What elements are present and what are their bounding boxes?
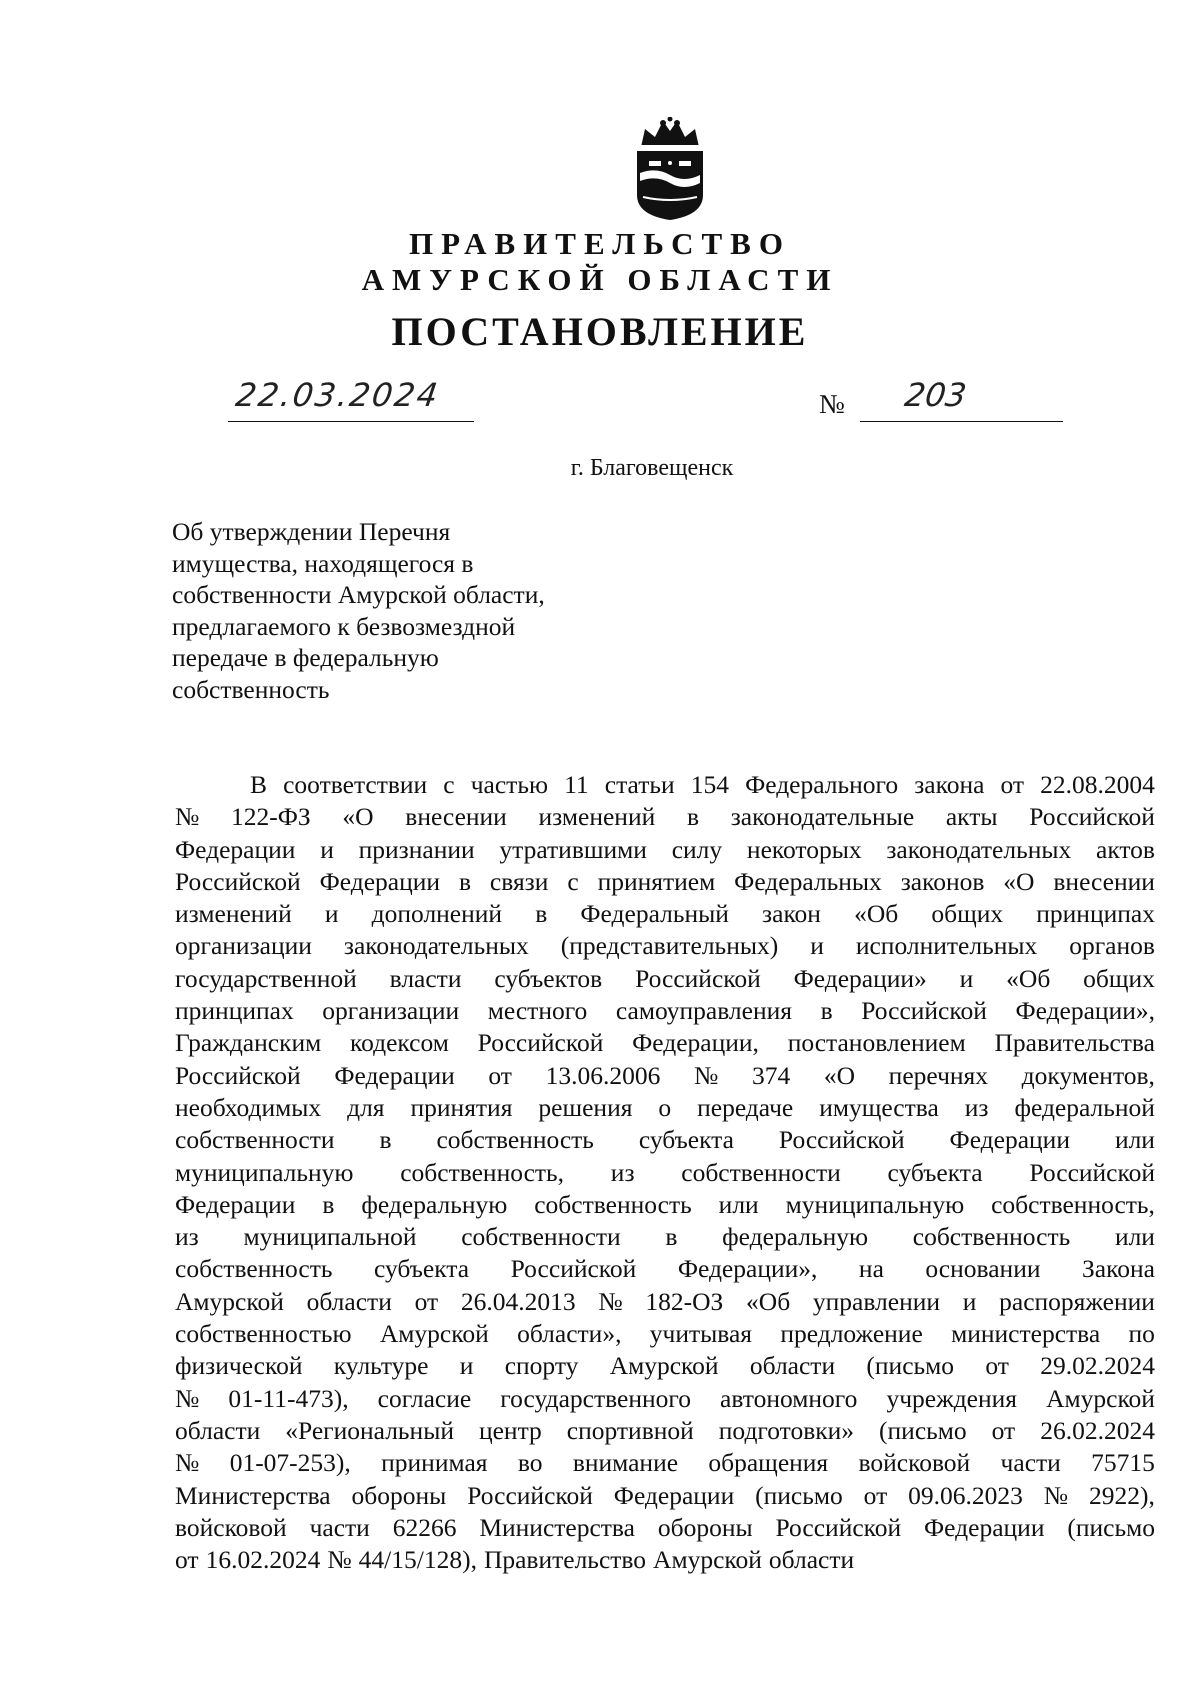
body-word: (представительных) — [560, 931, 779, 961]
body-line — [175, 995, 1155, 1027]
body-word: федеральную — [361, 1189, 508, 1219]
body-word: спортивной — [566, 1415, 694, 1445]
body-word: статьи — [604, 770, 675, 799]
body-word: в — [535, 899, 548, 929]
organization-name-line2: АМУРСКОЙ ОБЛАСТИ — [361, 262, 839, 297]
body-word: Амурской — [379, 1319, 489, 1349]
body-word: Амурской — [175, 1286, 284, 1316]
body-line — [175, 930, 1155, 962]
body-word: № — [693, 1060, 719, 1090]
body-word: подготовки» — [718, 1415, 855, 1445]
body-word: в — [665, 1222, 678, 1252]
body-word: внесении — [1053, 866, 1155, 896]
body-word: законодательные — [730, 802, 915, 832]
body-word: утратившими — [499, 834, 647, 864]
body-word: «Об — [746, 1286, 791, 1316]
body-line — [175, 1415, 1155, 1447]
body-word: области — [306, 1286, 392, 1316]
body-word: Российской — [775, 1512, 902, 1542]
body-line — [175, 1286, 1155, 1318]
body-word: в — [458, 866, 471, 896]
body-word: 01-11-473), — [228, 1383, 349, 1413]
body-line — [175, 1480, 1155, 1512]
body-word: актов — [1096, 834, 1155, 864]
body-word: постановлением — [787, 1028, 966, 1058]
body-word: Федеральных — [734, 866, 882, 896]
body-word: с — [567, 866, 579, 896]
body-word: 16.02.2024 — [205, 1545, 321, 1575]
body-word: от — [863, 1480, 888, 1510]
body-word: изменений — [538, 802, 656, 832]
body-word: из — [175, 1222, 199, 1252]
body-word: в — [379, 1125, 392, 1155]
number-sign: № — [819, 389, 845, 419]
body-word: Министерства — [479, 1512, 635, 1542]
body-word: субъектов — [494, 963, 603, 993]
body-word: 62266 — [392, 1512, 457, 1542]
body-word: Федерального — [745, 770, 899, 799]
body-word: документов, — [1021, 1060, 1155, 1090]
body-word: закон — [762, 899, 821, 929]
body-word: Закона — [1082, 1254, 1155, 1284]
body-word: федеральную — [722, 1222, 869, 1252]
body-word: закона — [914, 770, 985, 799]
body-word: 154 — [690, 770, 729, 799]
body-word: Федерации — [175, 1189, 296, 1219]
body-word: области — [768, 1545, 855, 1575]
body-word: 13.06.2006 — [545, 1060, 661, 1090]
body-word: и — [962, 1286, 977, 1316]
body-word: в — [686, 802, 699, 832]
body-word: государственной — [175, 963, 357, 993]
body-word: Российской — [477, 1028, 604, 1058]
body-word: органов — [1069, 931, 1155, 961]
body-word: № — [175, 1383, 200, 1413]
body-word: общих — [1083, 963, 1155, 993]
body-line — [175, 1447, 1155, 1479]
body-word: принципах — [175, 996, 294, 1026]
subject-line: имущества, находящегося в — [172, 548, 474, 578]
body-word: Российской — [635, 963, 761, 993]
body-word: «Об — [854, 899, 899, 929]
body-word: по — [1128, 1319, 1155, 1349]
body-word: части — [309, 1512, 370, 1542]
body-word: в — [820, 996, 833, 1026]
body-word: внимание — [572, 1448, 679, 1478]
body-word: на — [858, 1254, 884, 1284]
body-word: Федерации», — [677, 1254, 818, 1284]
body-word: Федерации», — [1015, 996, 1155, 1026]
body-word: № — [327, 1545, 352, 1575]
body-word: и — [459, 1351, 474, 1381]
subject-line: собственности Амурской области, — [172, 580, 545, 609]
body-word: собственность, — [991, 1189, 1155, 1219]
body-word: Федерации — [924, 1512, 1045, 1542]
subject-line: собственность — [172, 674, 330, 704]
body-word: от — [985, 1351, 1009, 1381]
body-word: Федерации, — [632, 1028, 759, 1058]
body-word: Российской — [1029, 802, 1155, 832]
body-word: учитывая — [649, 1319, 753, 1349]
body-word: войсковой — [175, 1512, 287, 1542]
body-word: признании — [358, 834, 475, 864]
body-word: и — [959, 963, 974, 993]
body-word: № — [598, 1286, 623, 1316]
body-word: Российской — [510, 1254, 637, 1284]
body-word: соответствии — [283, 770, 428, 799]
coat-of-arms-icon — [631, 117, 709, 221]
document-date: 22.03.2024 — [233, 376, 442, 414]
body-line — [175, 1060, 1155, 1092]
body-word: принципах — [1036, 899, 1155, 929]
body-word: Федерации — [613, 1480, 735, 1510]
body-word: Федерации — [949, 1125, 1070, 1155]
body-word: спорту — [504, 1351, 579, 1381]
body-word: Российской — [1029, 1157, 1155, 1187]
body-word: законодательных — [886, 834, 1072, 864]
body-word: Министерства — [175, 1480, 331, 1510]
body-word: частью — [470, 770, 549, 799]
body-word: с — [443, 770, 455, 799]
body-word: Российской — [175, 1060, 301, 1090]
body-word: муниципальную — [785, 1189, 965, 1219]
body-word: части — [1000, 1448, 1061, 1478]
body-word: собственность — [534, 1189, 692, 1219]
body-word: во — [517, 1448, 543, 1478]
body-word: законодательных — [343, 931, 529, 961]
body-word: согласие — [377, 1383, 472, 1413]
body-word: федеральной — [1014, 1092, 1155, 1122]
body-word: собственностью — [175, 1319, 352, 1349]
body-word: Амурской — [609, 1351, 719, 1381]
body-word: от — [414, 1286, 439, 1316]
body-word: передаче — [697, 1092, 794, 1122]
body-word: общих — [931, 899, 1004, 929]
body-word: № — [175, 1448, 200, 1478]
body-word: организации — [175, 931, 312, 961]
body-word: области — [749, 1351, 836, 1381]
body-word: центр — [478, 1415, 542, 1445]
body-word: Федерации — [175, 834, 296, 864]
body-word: Российской — [861, 996, 987, 1026]
body-word: изменений — [175, 899, 292, 929]
body-word: 11 — [564, 770, 589, 799]
body-word: или — [1114, 1125, 1155, 1155]
body-word: из — [964, 1092, 989, 1122]
body-word: 22.08.2004 — [1040, 770, 1155, 799]
body-line — [175, 1092, 1155, 1124]
body-word: предложение — [780, 1319, 923, 1349]
body-line — [175, 834, 1155, 866]
body-word: Российской — [778, 1125, 905, 1155]
body-word: собственности — [461, 1222, 621, 1252]
body-word: собственности — [681, 1157, 841, 1187]
body-word: управлении — [812, 1286, 941, 1316]
body-word: имущества — [819, 1092, 939, 1122]
body-word: В — [250, 770, 268, 799]
document-subject — [172, 516, 632, 705]
body-word: культуре — [333, 1351, 429, 1381]
body-word: решения — [538, 1092, 633, 1122]
body-word: (письмо — [866, 1351, 955, 1381]
body-word: Гражданским — [175, 1028, 322, 1058]
body-word: «Региональный — [285, 1415, 454, 1445]
body-word: о — [658, 1092, 672, 1122]
body-word: связи — [489, 866, 549, 896]
body-word: войсковой — [858, 1448, 971, 1478]
body-word: министерства — [951, 1319, 1101, 1349]
body-word: «Об — [1006, 963, 1051, 993]
body-word: субъекта — [887, 1157, 983, 1187]
body-word: Амурской — [1046, 1383, 1155, 1413]
body-line — [175, 866, 1155, 898]
body-word: Федерации» — [793, 963, 927, 993]
body-word: «О — [823, 1060, 856, 1090]
body-word: принятия — [410, 1092, 513, 1122]
body-word: 29.02.2024 — [1040, 1351, 1155, 1381]
subject-line: предлагаемого к безвозмездной — [172, 611, 516, 641]
body-word: принимая — [381, 1448, 488, 1478]
body-word: необходимых — [175, 1092, 322, 1122]
body-word: силу — [671, 834, 723, 864]
body-word: собственность — [912, 1222, 1071, 1252]
body-word: организации — [322, 996, 460, 1026]
subject-line: передаче в федеральную — [172, 643, 439, 672]
body-word: внесении — [405, 802, 507, 832]
body-word: (письмо — [755, 1480, 843, 1510]
body-word: от — [175, 1545, 199, 1575]
body-word: и — [320, 834, 334, 864]
body-word: области — [175, 1415, 261, 1445]
body-word: Амурской — [653, 1545, 762, 1575]
body-line — [175, 1350, 1155, 1382]
body-word: (письмо — [1067, 1512, 1155, 1542]
body-word: учреждения — [886, 1383, 1018, 1413]
body-word: законов — [900, 866, 985, 896]
body-word: муниципальную — [175, 1157, 354, 1187]
body-word: автономного — [720, 1383, 858, 1413]
body-line — [175, 1544, 1155, 1576]
body-word: (письмо — [879, 1415, 967, 1445]
body-line — [175, 1383, 1155, 1415]
body-word: и — [810, 931, 824, 961]
body-line — [175, 769, 1155, 801]
body-word: субъекта — [374, 1254, 470, 1284]
body-line — [175, 898, 1155, 930]
body-word: от — [991, 1415, 1016, 1445]
body-word: акты — [945, 802, 998, 832]
body-word: 2922), — [1089, 1480, 1155, 1510]
subject-line: Об утверждении Перечня — [172, 517, 451, 546]
body-line — [175, 1221, 1155, 1253]
body-word: № — [1043, 1480, 1069, 1510]
body-word: 122-ФЗ — [231, 802, 311, 832]
body-word: или — [1114, 1222, 1155, 1252]
body-word: распоряжении — [999, 1286, 1155, 1316]
body-word: Российской — [175, 866, 301, 896]
body-word: «О — [342, 802, 374, 832]
body-word: от — [488, 1060, 512, 1090]
body-line — [175, 801, 1155, 833]
body-word: из — [610, 1157, 635, 1187]
body-word: собственность — [436, 1125, 594, 1155]
body-word: власти — [389, 963, 462, 993]
body-line — [175, 963, 1155, 995]
body-line — [175, 1318, 1155, 1350]
body-word: собственность — [175, 1254, 333, 1284]
body-word: области», — [517, 1319, 622, 1349]
body-word: принятием — [597, 866, 716, 896]
body-word: или — [718, 1189, 759, 1219]
body-word: субъекта — [638, 1125, 734, 1155]
body-word: Правительство — [483, 1545, 647, 1575]
body-word: 26.04.2013 — [460, 1286, 576, 1316]
body-word: 75715 — [1091, 1448, 1155, 1478]
body-line — [175, 1512, 1155, 1544]
body-word: для — [347, 1092, 385, 1122]
body-line — [175, 1189, 1155, 1221]
body-word: 182-ОЗ — [645, 1286, 724, 1316]
organization-name-line1: ПРАВИТЕЛЬСТВО — [409, 226, 791, 261]
body-word: перечнях — [888, 1060, 989, 1090]
body-word: муниципальной — [243, 1222, 417, 1252]
body-line — [175, 1157, 1155, 1189]
body-word: собственность, — [400, 1157, 565, 1187]
body-word: кодексом — [350, 1028, 449, 1058]
body-word: от — [1000, 770, 1025, 799]
body-line — [175, 1253, 1155, 1285]
body-word: Правительства — [994, 1028, 1155, 1058]
body-word: № — [175, 802, 200, 832]
body-word: 44/15/128), — [358, 1545, 477, 1575]
body-word: обороны — [351, 1480, 447, 1510]
body-line — [175, 1124, 1155, 1156]
body-word: Федерации — [334, 1060, 455, 1090]
document-body — [175, 769, 1155, 1576]
body-word: собственности — [175, 1125, 335, 1155]
city-name: г. Благовещенск — [570, 455, 734, 481]
body-word: дополнений — [371, 899, 503, 929]
body-word: государственного — [500, 1383, 691, 1413]
body-word: некоторых — [746, 834, 862, 864]
body-word: самоуправления — [615, 996, 792, 1026]
body-line — [175, 1027, 1155, 1059]
body-word: основании — [925, 1254, 1041, 1284]
body-word: «О — [1003, 866, 1035, 896]
body-word: и — [324, 899, 339, 929]
body-word: исполнительных — [855, 931, 1038, 961]
city-line — [0, 455, 1200, 482]
body-word: Российской — [467, 1480, 593, 1510]
body-word: в — [322, 1189, 335, 1219]
body-word: 374 — [751, 1060, 791, 1090]
body-word: обороны — [657, 1512, 753, 1542]
document-type: ПОСТАНОВЛЕНИЕ — [391, 309, 809, 354]
document-number: 203 — [902, 376, 969, 414]
body-word: обращения — [708, 1448, 829, 1478]
body-word: 26.02.2024 — [1040, 1415, 1155, 1445]
body-word: 01-07-253), — [229, 1448, 351, 1478]
body-word: 09.06.2023 — [908, 1480, 1023, 1510]
body-word: Федеральный — [580, 899, 729, 929]
body-word: физической — [175, 1351, 303, 1381]
body-word: Федерации — [319, 866, 441, 896]
body-word: местного — [487, 996, 588, 1026]
